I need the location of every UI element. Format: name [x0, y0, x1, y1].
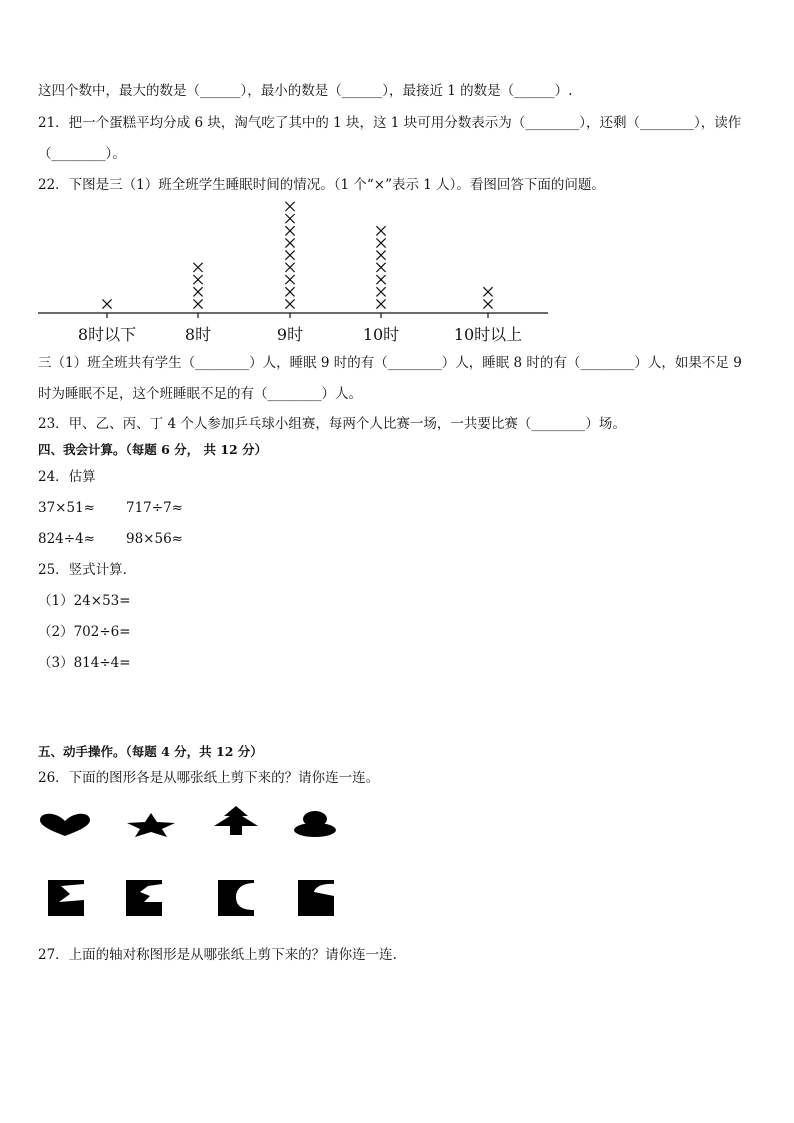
q24-item: 717÷7≈	[126, 500, 183, 516]
x-mark	[483, 299, 492, 308]
x-mark	[102, 299, 111, 308]
q25-item: （1）24×53=	[38, 593, 131, 609]
x-mark	[376, 226, 385, 235]
paper-c[interactable]	[218, 880, 254, 916]
x-mark	[285, 202, 294, 211]
q25-item: （2）702÷6=	[38, 624, 131, 640]
x-mark	[285, 275, 294, 284]
section-4-heading: 四、我会计算。（每题 6 分， 共 12 分）	[38, 442, 268, 457]
x-mark	[376, 287, 385, 296]
section-5-heading: 五、动手操作。（每题 4 分，共 12 分）	[38, 744, 263, 759]
q24-item: 824÷4≈	[38, 531, 95, 547]
x-mark	[376, 238, 385, 247]
x-tick-label: 10时以上	[453, 325, 523, 344]
q22-line2: 时为睡眠不足，这个班睡眠不足的有（________）人。	[38, 386, 362, 402]
q23: 23．甲、乙、丙、丁 4 个人参加乒乓球小组赛，每两个人比赛一场，一共要比赛（________）场。	[38, 416, 626, 432]
x-mark	[193, 299, 202, 308]
x-tick-label: 8时以下	[77, 325, 137, 344]
x-mark	[376, 263, 385, 272]
q21-line2: （________）。	[38, 146, 126, 162]
heart-shape[interactable]	[38, 812, 92, 838]
x-mark	[376, 251, 385, 260]
x-mark	[285, 214, 294, 223]
x-mark	[376, 275, 385, 284]
tree-shape[interactable]	[208, 806, 264, 836]
q24-item: 98×56≈	[126, 531, 183, 547]
x-mark	[193, 263, 202, 272]
x-mark	[285, 299, 294, 308]
q20-tail: 这四个数中，最大的数是（______），最小的数是（______），最接近 1 的数是（______）.	[38, 83, 573, 99]
x-mark	[193, 275, 202, 284]
star-shape[interactable]	[126, 812, 176, 838]
paper-d[interactable]	[298, 880, 334, 916]
x-mark	[285, 287, 294, 296]
snowman-shape[interactable]	[292, 810, 338, 838]
q24-title: 24．估算	[38, 469, 96, 485]
paper-b[interactable]	[126, 880, 162, 916]
q24-item: 37×51≈	[38, 500, 95, 516]
q22-prompt: 22．下图是三（1）班全班学生睡眠时间的情况。（1 个“×”表示 1 人）。看图回答下面的问题。	[38, 177, 605, 193]
q26: 26．下面的图形各是从哪张纸上剪下来的？请你连一连。	[38, 770, 380, 786]
q25-item: （3）814÷4=	[38, 655, 131, 671]
x-mark	[285, 251, 294, 260]
q27: 27．上面的轴对称图形是从哪张纸上剪下来的？请你连一连.	[38, 947, 397, 963]
x-tick-label: 9时	[276, 325, 304, 344]
x-mark	[285, 263, 294, 272]
paper-a[interactable]	[48, 880, 84, 916]
x-tick-label: 10时	[362, 325, 400, 344]
x-mark	[285, 226, 294, 235]
q22-line1: 三（1）班全班共有学生（________）人，睡眠 9 时的有（________）人，睡眠 8 时的有（________）人，如果不足 9	[38, 355, 742, 371]
q21-line1: 21．把一个蛋糕平均分成 6 块，淘气吃了其中的 1 块，这 1 块可用分数表示为（________），还剩（________），读作	[38, 115, 742, 131]
x-mark	[193, 287, 202, 296]
x-tick-label: 8时	[184, 325, 212, 344]
x-mark	[285, 238, 294, 247]
q25-title: 25．竖式计算．	[38, 562, 137, 578]
x-mark	[376, 299, 385, 308]
x-mark	[483, 287, 492, 296]
